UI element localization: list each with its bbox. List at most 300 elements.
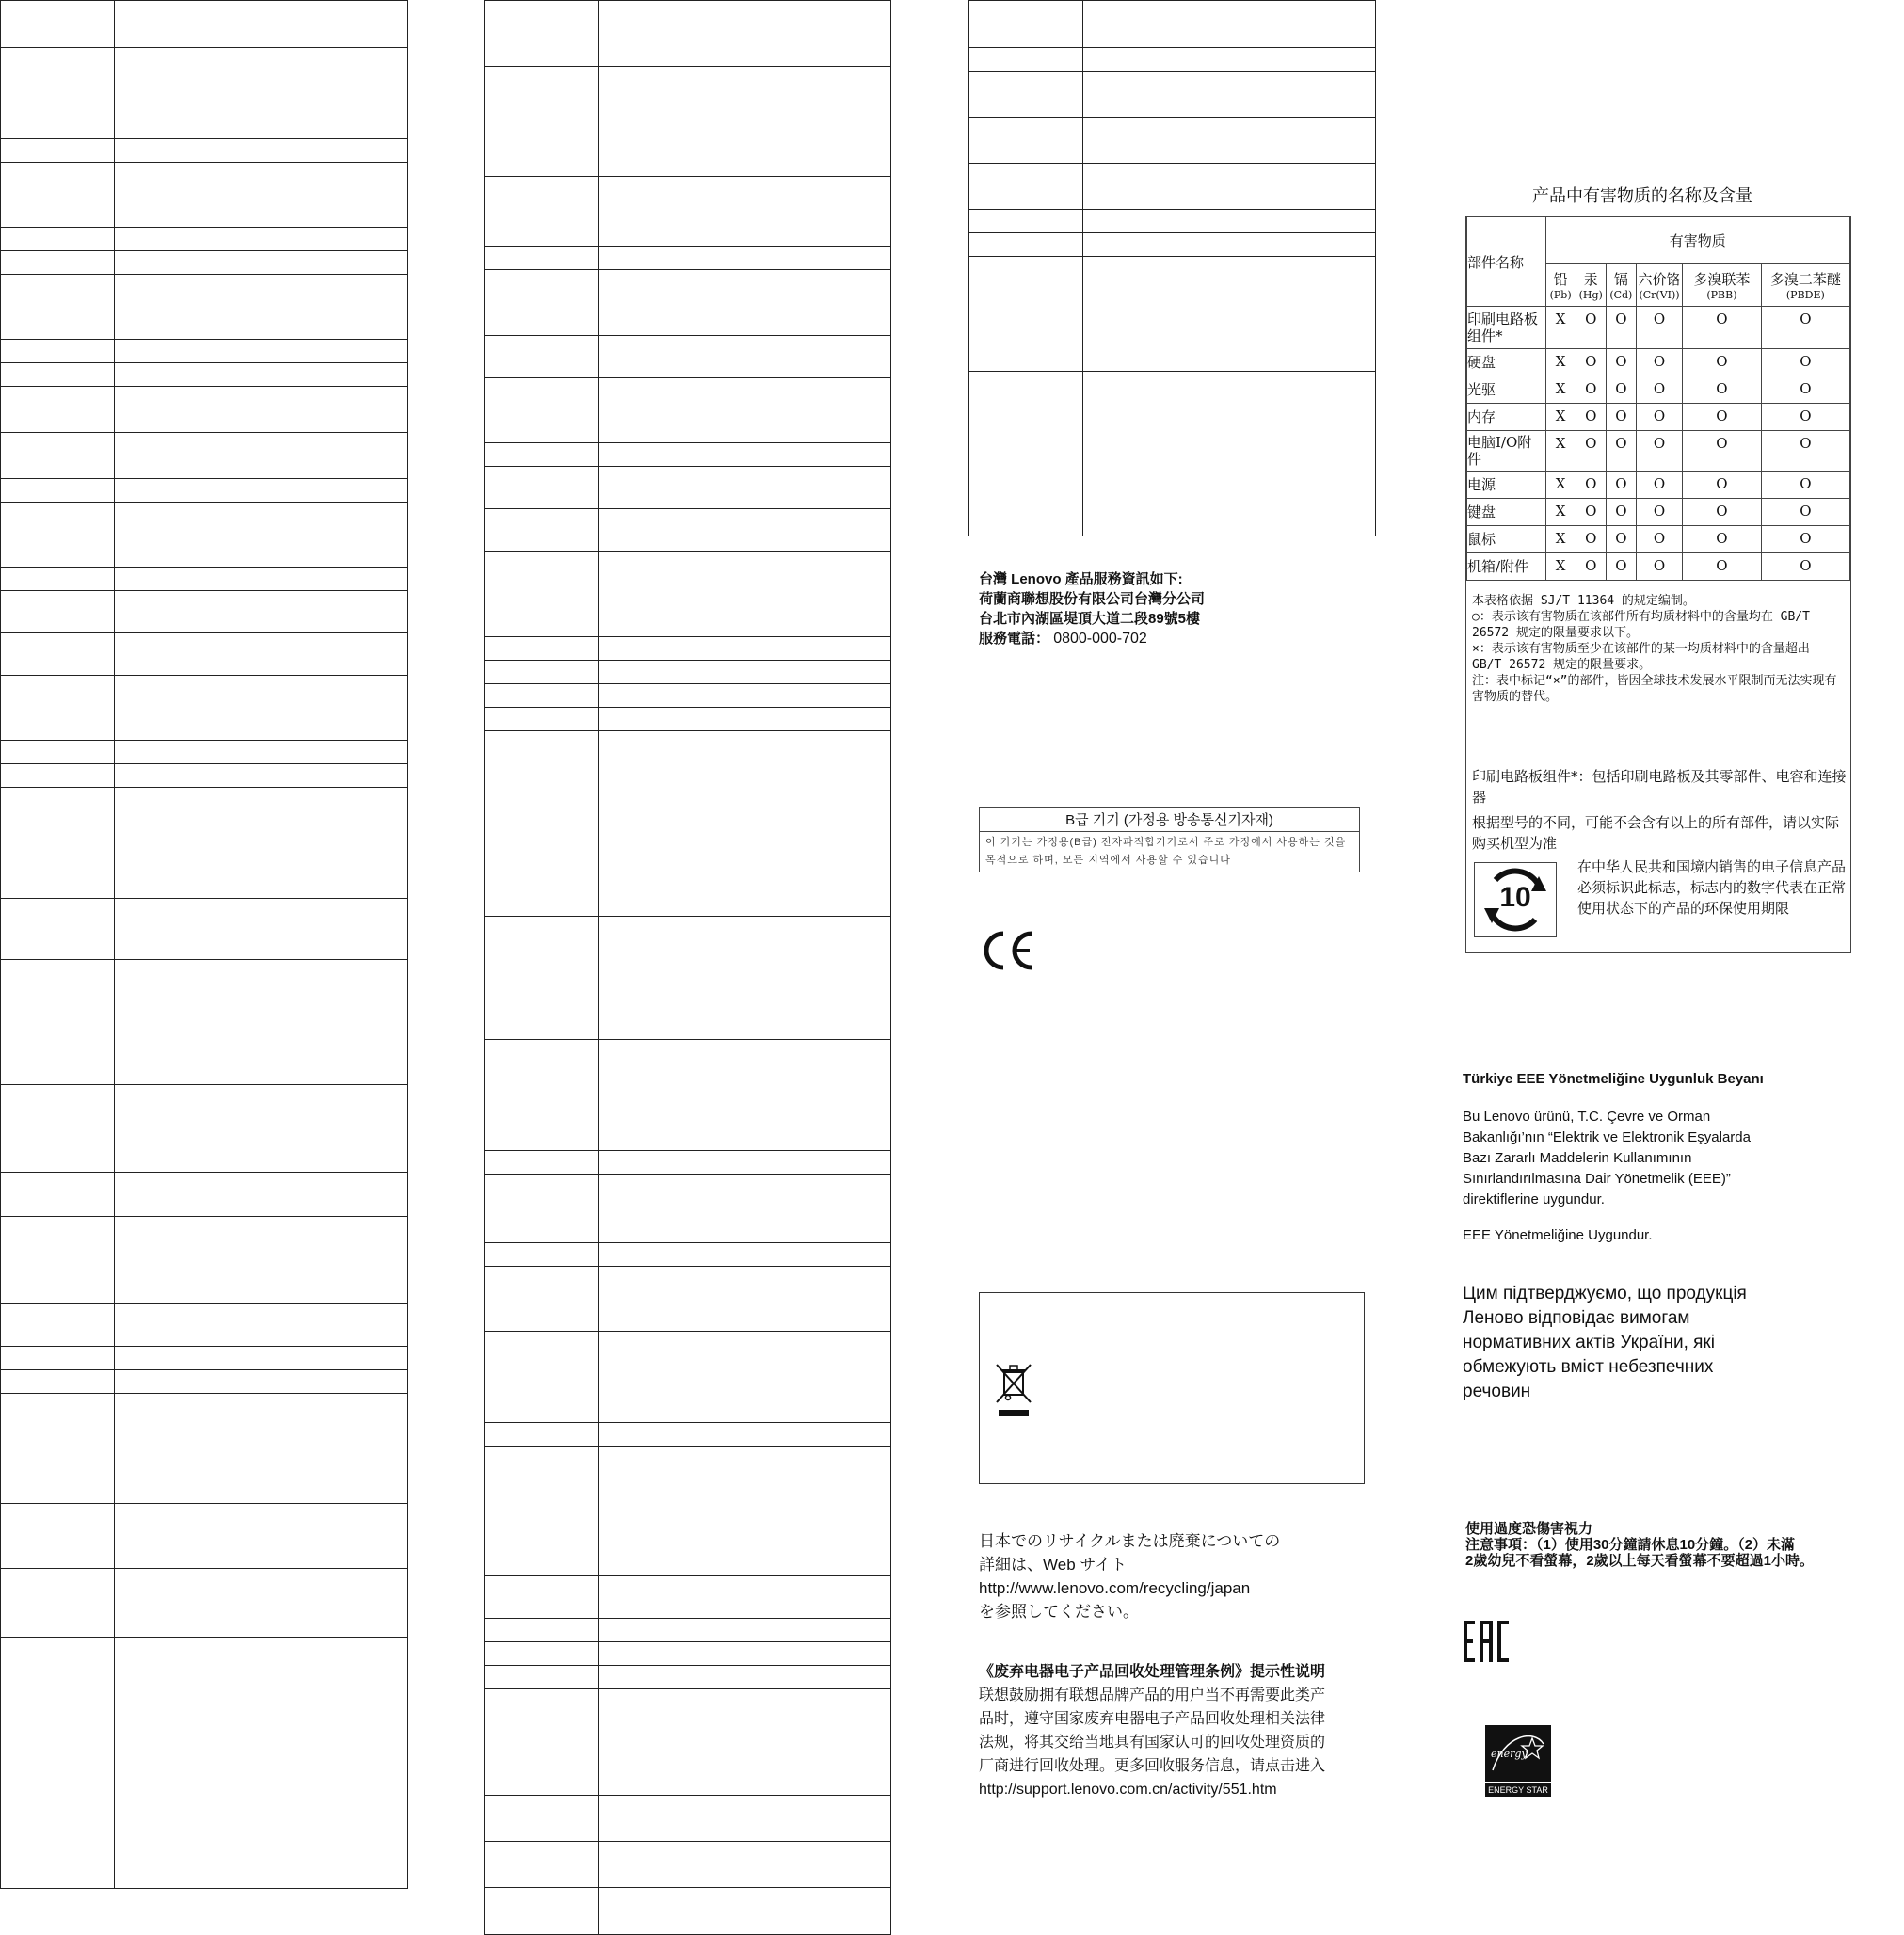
table-cell-value (115, 1217, 408, 1304)
table-cell-label (1, 633, 115, 676)
taiwan-vision-warning (1465, 1521, 1814, 1569)
table-row (969, 280, 1376, 372)
hazard-substance-header (1683, 264, 1762, 307)
turkey-body (1463, 1107, 1751, 1210)
table-row (969, 24, 1376, 48)
table-cell-label (969, 48, 1083, 72)
hazard-part-cell: 电脑I/O附件 (1467, 431, 1546, 472)
ukraine-line-5: речовин (1463, 1382, 1531, 1401)
table-cell-label (969, 372, 1083, 536)
hazard-value-cell: O (1636, 376, 1682, 404)
ukraine-line-4: обмежують вміст небезпечних (1463, 1357, 1714, 1377)
table-row (485, 1689, 891, 1796)
ukraine-notice (1463, 1282, 1747, 1404)
table-cell-label (485, 336, 599, 378)
table-cell-value (599, 684, 891, 708)
ukraine-line-1: Цим підтверджуємо, що продукція (1463, 1284, 1747, 1303)
table-row (1, 788, 408, 856)
table-row (969, 233, 1376, 257)
korea-notice-title: B급 기기 (가정용 방송통신기자재) (980, 808, 1359, 832)
table-row (485, 1175, 891, 1243)
taiwan-warning-line-3: 2歲幼兒不看螢幕，2歲以上每天看螢幕不要超過1小時。 (1465, 1553, 1815, 1569)
table-cell-label (969, 210, 1083, 233)
table-cell-value (599, 247, 891, 270)
hazard-part-header: 部件名称 (1467, 217, 1546, 307)
hazard-part-cell: 机箱/附件 (1467, 553, 1546, 581)
table-row (485, 67, 891, 177)
table-cell-value (599, 1267, 891, 1332)
hazard-value-cell: O (1636, 431, 1682, 472)
table-cell-label (1, 139, 115, 163)
table-cell-label (485, 1127, 599, 1151)
table-cell-label (485, 1175, 599, 1243)
ukraine-line-2: Леново відповідає вимогам (1463, 1308, 1690, 1328)
turkey-line-5: direktiflerine uygundur. (1463, 1191, 1605, 1207)
table-cell-value (115, 591, 408, 633)
table-cell-value (599, 467, 891, 509)
table-cell-value (1083, 257, 1376, 280)
energy-star-script: energy (1491, 1748, 1528, 1760)
hazard-value-cell: O (1606, 499, 1636, 526)
hazard-value-cell: O (1683, 404, 1762, 431)
hazard-value-cell: O (1761, 472, 1849, 499)
table-cell-label (1, 1394, 115, 1504)
table-cell-label (1, 676, 115, 741)
hazard-value-cell: O (1761, 376, 1849, 404)
hazard-value-cell: X (1545, 499, 1576, 526)
table-row (1, 139, 408, 163)
table-cell-value (599, 1127, 891, 1151)
table-row (969, 48, 1376, 72)
table-cell-value (599, 1888, 891, 1911)
table-cell-value (599, 67, 891, 177)
table-cell-label (1, 363, 115, 387)
table-row (485, 336, 891, 378)
table-cell-label (1, 788, 115, 856)
table-row (1, 1217, 408, 1304)
table-cell-value (115, 1, 408, 24)
substance-symbol: (Hg) (1578, 288, 1603, 301)
table-row (1, 1085, 408, 1173)
hazard-value-cell: O (1576, 431, 1606, 472)
table-row (969, 1, 1376, 24)
table-row (1, 387, 408, 433)
hazard-value-cell: O (1761, 349, 1849, 376)
substance-name: 汞 (1583, 270, 1598, 288)
table-cell-value (599, 708, 891, 731)
hazard-value-cell: O (1761, 307, 1849, 349)
hazard-row (1467, 472, 1850, 499)
substance-symbol: (Cd) (1609, 288, 1633, 301)
hazard-table (1466, 216, 1850, 581)
japan-line-4: を参照してください。 (979, 1603, 1139, 1621)
table-row (969, 372, 1376, 536)
hazard-row (1467, 307, 1850, 349)
table-row (485, 1040, 891, 1127)
table-cell-value (115, 251, 408, 275)
table-cell-label (1, 275, 115, 340)
hazard-value-cell: O (1636, 472, 1682, 499)
table-row (485, 467, 891, 509)
hazard-value-cell: O (1606, 376, 1636, 404)
table-cell-label (1, 960, 115, 1085)
table-cell-value (1083, 233, 1376, 257)
table-cell-label (1, 741, 115, 764)
table-cell-label (1, 1, 115, 24)
table-cell-value (115, 741, 408, 764)
table-cell-label (969, 164, 1083, 210)
hazard-value-cell: O (1576, 307, 1606, 349)
table-cell-label (485, 1447, 599, 1511)
hazard-value-cell: O (1683, 472, 1762, 499)
table-cell-value (115, 676, 408, 741)
korea-emc-notice (979, 807, 1360, 872)
table-cell-label (485, 67, 599, 177)
taiwan-service-line-1: 台灣 Lenovo 產品服務資訊如下: (979, 571, 1183, 587)
china-weee-line-4: 厂商进行回收处理。更多回收服务信息，请点击进入 (979, 1758, 1326, 1774)
table-row (485, 1447, 891, 1511)
table-cell-value (599, 661, 891, 684)
table-row (1, 251, 408, 275)
hazard-value-cell: O (1683, 526, 1762, 553)
table-cell-value (599, 1911, 891, 1935)
hazard-value-cell: O (1761, 404, 1849, 431)
spec-table-column-1 (0, 0, 408, 1889)
table-row (485, 1666, 891, 1689)
table-row (485, 312, 891, 336)
hazard-value-cell: O (1576, 526, 1606, 553)
table-cell-label (485, 1642, 599, 1666)
table-row (1, 48, 408, 139)
table-row (1, 275, 408, 340)
table-cell-label (485, 1888, 599, 1911)
spec-table-1 (0, 0, 408, 1889)
table-row (485, 1243, 891, 1267)
hazard-value-cell: X (1545, 553, 1576, 581)
hazard-value-cell: O (1606, 349, 1636, 376)
table-cell-label (1, 251, 115, 275)
table-cell-value (115, 479, 408, 503)
table-cell-label (485, 1666, 599, 1689)
table-cell-label (485, 1243, 599, 1267)
table-cell-label (485, 467, 599, 509)
table-cell-value (115, 24, 408, 48)
table-cell-value (599, 917, 891, 1040)
hazard-value-cell: O (1576, 553, 1606, 581)
table-cell-value (599, 1842, 891, 1888)
table-cell-label (1, 479, 115, 503)
table-cell-label (969, 257, 1083, 280)
hazard-value-cell: O (1576, 404, 1606, 431)
substance-name: 六价铬 (1638, 270, 1681, 288)
table-cell-value (115, 856, 408, 899)
table-row (969, 257, 1376, 280)
hazard-note-1: 本表格依据 SJ/T 11364 的规定编制。 (1472, 594, 1695, 608)
hazard-value-cell: O (1761, 553, 1849, 581)
taiwan-service-info (979, 569, 1205, 648)
table-cell-value (115, 1569, 408, 1638)
table-cell-label (485, 247, 599, 270)
taiwan-service-line-4 (979, 629, 1205, 648)
table-cell-value (1083, 372, 1376, 536)
table-cell-label (969, 233, 1083, 257)
table-row (1, 1394, 408, 1504)
taiwan-warning-line-2: 注意事項：（1）使用30分鐘請休息10分鐘。（2）未滿 (1465, 1537, 1796, 1553)
table-cell-value (599, 509, 891, 552)
table-row (1, 1, 408, 24)
table-cell-value (115, 433, 408, 479)
table-cell-value (115, 899, 408, 960)
table-cell-value (599, 637, 891, 661)
table-cell-label (485, 1040, 599, 1127)
taiwan-service-phone-label: 服務電話： (979, 631, 1050, 647)
hazard-substance-header (1606, 264, 1636, 307)
table-row (485, 1127, 891, 1151)
table-cell-value (115, 48, 408, 139)
japan-line-1: 日本でのリサイクルまたは廃棄についての (979, 1532, 1281, 1550)
table-cell-value (115, 1394, 408, 1504)
table-row (1, 741, 408, 764)
table-cell-value (599, 1796, 891, 1842)
table-cell-value (115, 340, 408, 363)
table-cell-label (969, 1, 1083, 24)
table-row (1, 591, 408, 633)
table-cell-label (485, 1511, 599, 1576)
table-cell-value (599, 1447, 891, 1511)
table-row (1, 363, 408, 387)
turkey-line-4: Sınırlandırılmasına Dair Yönetmelik (EEE)” (1463, 1171, 1731, 1187)
table-cell-value (599, 1511, 891, 1576)
table-cell-label (1, 568, 115, 591)
hazard-value-cell: O (1683, 553, 1762, 581)
hazard-row (1467, 526, 1850, 553)
china-weee-notice (979, 1660, 1325, 1801)
hazard-value-cell: O (1576, 472, 1606, 499)
table-row (485, 1267, 891, 1332)
ukraine-line-3: нормативних актів України, які (1463, 1333, 1715, 1352)
taiwan-warning-line-1: 使用過度恐傷害視力 (1465, 1521, 1593, 1537)
hazard-substance-header (1636, 264, 1682, 307)
hazard-row (1467, 553, 1850, 581)
table-cell-label (1, 1569, 115, 1638)
hazard-value-cell: O (1606, 526, 1636, 553)
hazard-value-cell: O (1636, 349, 1682, 376)
japan-line-2: 詳細は、Web サイト (979, 1556, 1128, 1574)
table-cell-value (115, 1173, 408, 1217)
table-cell-value (599, 24, 891, 67)
table-cell-label (485, 1689, 599, 1796)
turkey-footer: EEE Yönetmeliğine Uygundur. (1463, 1227, 1653, 1243)
table-row (485, 177, 891, 200)
ce-mark-icon (977, 928, 1037, 978)
hazard-value-cell: X (1545, 307, 1576, 349)
table-cell-label (1, 1638, 115, 1889)
table-row (485, 1642, 891, 1666)
table-row (1, 676, 408, 741)
substance-symbol: (Pb) (1549, 288, 1572, 301)
table-row (485, 661, 891, 684)
table-row (1, 340, 408, 363)
table-cell-label (485, 200, 599, 247)
hazard-value-cell: X (1545, 376, 1576, 404)
table-row (485, 1619, 891, 1642)
table-row (969, 164, 1376, 210)
table-cell-value (599, 552, 891, 637)
hazard-note-4: 注：表中标记“×”的部件，皆因全球技术发展水平限制而无法实现有害物质的替代。 (1472, 674, 1837, 704)
hazard-value-cell: O (1636, 526, 1682, 553)
hazard-header-row (1467, 217, 1850, 264)
table-cell-value (115, 960, 408, 1085)
hazard-part-cell: 键盘 (1467, 499, 1546, 526)
hazard-group-header: 有害物质 (1545, 217, 1849, 264)
table-cell-label (969, 280, 1083, 372)
table-row (485, 684, 891, 708)
table-cell-label (1, 48, 115, 139)
table-cell-value (115, 163, 408, 228)
hazard-note-2: ○：表示该有害物质在该部件所有均质材料中的含量均在 GB/T 26572 规定的限量要求以下。 (1472, 610, 1810, 640)
china-weee-title: 《废弃电器电子产品回收处理管理条例》提示性说明 (979, 1664, 1326, 1680)
table-cell-label (969, 24, 1083, 48)
table-cell-value (599, 312, 891, 336)
table-cell-label (1, 764, 115, 788)
hazard-table-frame (1465, 216, 1851, 953)
table-row (1, 568, 408, 591)
table-cell-label (485, 1332, 599, 1423)
table-row (1, 899, 408, 960)
turkey-line-1: Bu Lenovo ürünü, T.C. Çevre ve Orman (1463, 1109, 1711, 1125)
hazard-value-cell: X (1545, 526, 1576, 553)
table-cell-value (599, 1423, 891, 1447)
hazard-value-cell: O (1683, 307, 1762, 349)
hazard-value-cell: O (1576, 376, 1606, 404)
table-cell-label (485, 637, 599, 661)
table-cell-value (1083, 280, 1376, 372)
table-cell-label (485, 1151, 599, 1175)
substance-symbol: (Cr(VI)) (1639, 288, 1680, 301)
hazard-value-cell: O (1576, 499, 1606, 526)
china-weee-line-2: 品时，遵守国家废弃电器电子产品回收处理相关法律 (979, 1711, 1326, 1727)
table-row (1, 1347, 408, 1370)
hazard-notes (1472, 593, 1845, 705)
table-cell-label (969, 72, 1083, 118)
energy-star-label: ENERGY STAR (1485, 1782, 1551, 1798)
table-cell-value (1083, 164, 1376, 210)
table-row (1, 228, 408, 251)
table-row (485, 1796, 891, 1842)
table-cell-label (1, 387, 115, 433)
hazard-substance-header (1761, 264, 1849, 307)
table-row (485, 1151, 891, 1175)
china-weee-url[interactable]: http://support.lenovo.com.cn/activity/551.htm (979, 1782, 1277, 1798)
hazard-value-cell: O (1683, 499, 1762, 526)
table-cell-label (1, 1504, 115, 1569)
table-cell-label (485, 1619, 599, 1642)
hazard-part-cell: 印刷电路板组件* (1467, 307, 1546, 349)
table-cell-label (1, 1173, 115, 1217)
table-row (485, 247, 891, 270)
table-cell-label (485, 708, 599, 731)
table-row (485, 1888, 891, 1911)
hazard-value-cell: O (1636, 404, 1682, 431)
hazard-value-cell: O (1761, 526, 1849, 553)
table-row (1, 24, 408, 48)
taiwan-service-line-2: 荷蘭商聯想股份有限公司台灣分公司 (979, 591, 1206, 607)
table-cell-value (115, 1504, 408, 1569)
turkey-line-3: Bazı Zararlı Maddelerin Kullanımının (1463, 1150, 1692, 1166)
table-cell-value (1083, 118, 1376, 164)
table-cell-label (485, 1267, 599, 1332)
substance-name: 铅 (1553, 270, 1568, 288)
table-cell-label (485, 1, 599, 24)
table-row (1, 633, 408, 676)
table-cell-value (115, 1304, 408, 1347)
table-cell-value (599, 336, 891, 378)
table-cell-value (1083, 48, 1376, 72)
table-cell-label (485, 312, 599, 336)
table-cell-label (485, 509, 599, 552)
table-cell-label (1, 899, 115, 960)
hazard-row (1467, 349, 1850, 376)
hazard-value-cell: X (1545, 404, 1576, 431)
table-cell-value (599, 177, 891, 200)
table-cell-label (485, 661, 599, 684)
eac-mark-icon (1464, 1619, 1511, 1669)
substance-name: 多溴二苯醚 (1769, 270, 1841, 288)
hazard-value-cell: O (1576, 349, 1606, 376)
hazard-part-cell: 鼠标 (1467, 526, 1546, 553)
table-cell-value (599, 1151, 891, 1175)
hazard-part-cell: 硬盘 (1467, 349, 1546, 376)
hazard-substance-header (1576, 264, 1606, 307)
table-row (1, 1304, 408, 1347)
table-cell-value (115, 503, 408, 568)
table-cell-label (485, 731, 599, 917)
hazard-value-cell: X (1545, 431, 1576, 472)
hazard-substance-header (1545, 264, 1576, 307)
hazard-value-cell: O (1636, 307, 1682, 349)
taiwan-service-phone: 0800-000-702 (1053, 631, 1147, 647)
table-cell-value (599, 1175, 891, 1243)
hazard-value-cell: O (1636, 553, 1682, 581)
hazard-note-3: ×：表示该有害物质至少在该部件的某一均质材料中的含量超出 GB/T 26572 规定的限量要求。 (1472, 642, 1810, 672)
table-cell-value (115, 764, 408, 788)
table-row (485, 552, 891, 637)
table-cell-value (1083, 24, 1376, 48)
weee-icon-cell (980, 1293, 1048, 1483)
table-cell-value (115, 1347, 408, 1370)
efup-logo (1474, 862, 1557, 937)
table-cell-label (1, 1304, 115, 1347)
substance-name: 多溴联苯 (1693, 270, 1751, 288)
energy-star-logo (1485, 1725, 1551, 1797)
hazard-table-title: 产品中有害物质的名称及含量 (1532, 186, 1752, 206)
table-cell-label (485, 270, 599, 312)
table-cell-label (485, 1911, 599, 1935)
table-row (485, 1332, 891, 1423)
table-row (1, 503, 408, 568)
table-cell-value (1083, 210, 1376, 233)
table-cell-value (599, 1040, 891, 1127)
table-cell-value (1083, 72, 1376, 118)
hazard-row (1467, 404, 1850, 431)
table-cell-value (599, 1619, 891, 1642)
japan-url[interactable]: http://www.lenovo.com/recycling/japan (979, 1579, 1251, 1597)
table-cell-label (1, 340, 115, 363)
table-row (1, 960, 408, 1085)
table-cell-value (599, 1576, 891, 1619)
table-row (1, 1569, 408, 1638)
turkey-line-2: Bakanlığı’nın “Elektrik ve Elektronik Eşyalarda (1463, 1129, 1751, 1145)
